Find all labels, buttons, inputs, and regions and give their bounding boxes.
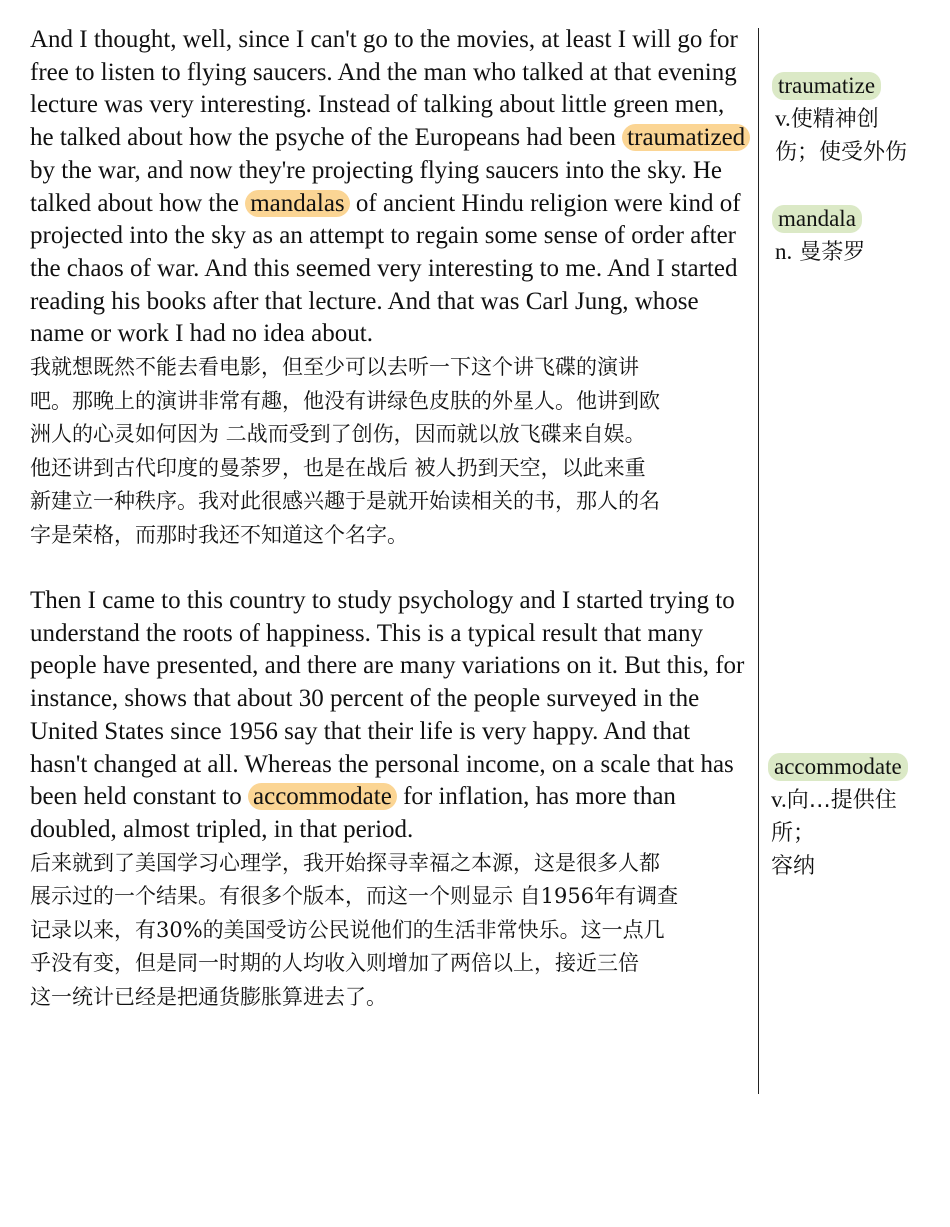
vocab-entry-mandala[interactable] <box>772 205 948 269</box>
highlighted-word-mandalas[interactable]: mandalas <box>245 190 349 217</box>
part-of-speech: v. <box>775 106 791 131</box>
paragraph-1 <box>30 24 752 552</box>
vocab-entry-accommodate[interactable] <box>768 753 944 883</box>
english-text: Then I came to this country to study psychology and I started trying to understand the roots of happiness. This is a typical result that many people have presented, and there are many variations on it. But this, for instance, shows that about 30 percent of the people surveyed in the United States since 1956 say that their life is very happy. And that hasn't changed at all. Whereas the personal income, on a scale that has been held constant to accommodate for inflation, has more than doubled, almost tripled, in that period. <box>30 587 745 843</box>
highlighted-word-traumatized[interactable]: traumatized <box>622 124 750 151</box>
vocab-definition: n. 曼荼罗 <box>775 239 866 265</box>
paragraph-spacer <box>30 552 752 585</box>
vocab-word[interactable]: accommodate <box>768 753 908 781</box>
vocab-definition: v.使精神创 伤；使受外伤 <box>775 106 908 165</box>
part-of-speech: n. <box>775 239 793 264</box>
chinese-translation: 我就想既然不能去看电影，但至少可以去听一下这个讲飞碟的演讲 吧。那晚上的演讲非常有趣，他没有讲绿色皮肤的外星人。他讲到欧 洲人的心灵如何因为 二战而受到了创伤，因而就以放飞碟来自娱。 他还讲到古代印度的曼荼罗，也是在战后 被人扔到天空，以此来重 新建立一种秩序。我对此很感兴趣于是就开始读相关的书，那人的名 字是荣格，而那时我还不知道这个名字。 <box>30 355 660 547</box>
highlighted-word-accommodate[interactable]: accommodate <box>248 783 397 810</box>
vocab-definition: v.向…提供住 所； 容纳 <box>771 787 897 879</box>
article-body <box>30 24 752 1014</box>
vocab-word[interactable]: mandala <box>772 205 862 233</box>
chinese-translation: 后来就到了美国学习心理学，我开始探寻幸福之本源，这是很多人都 展示过的一个结果。有很多个版本，而这一个则显示 自1956年有调查 记录以来，有30%的美国受访公民说他们的生活非常快乐。这一点几 乎没有变，但是同一时期的人均收入则增加了两倍以上，接近三倍 这一统计已经是把通货膨胀算进去了。 <box>30 850 679 1009</box>
vocab-word[interactable]: traumatize <box>772 72 881 100</box>
column-divider <box>758 28 759 1094</box>
vocab-entry-traumatize[interactable] <box>772 72 948 169</box>
paragraph-2 <box>30 585 752 1014</box>
english-text: And I thought, well, since I can't go to the movies, at least I will go for free to listen to flying saucers. And the man who talked at that evening lecture was very interesting. Instead of talking about little green men, he talked about how the psyche of the Europeans had been traumatized by the war, and now they're projecting flying saucers into the sky. He talked about how the mandalas of ancient Hindu religion were kind of projected into the sky as an attempt to regain some sense of order after the chaos of war. And this seemed very interesting to me. And I started reading his books after that lecture. And that was Carl Jung, whose name or work I had no idea about. <box>30 24 752 351</box>
part-of-speech: v. <box>771 787 787 812</box>
